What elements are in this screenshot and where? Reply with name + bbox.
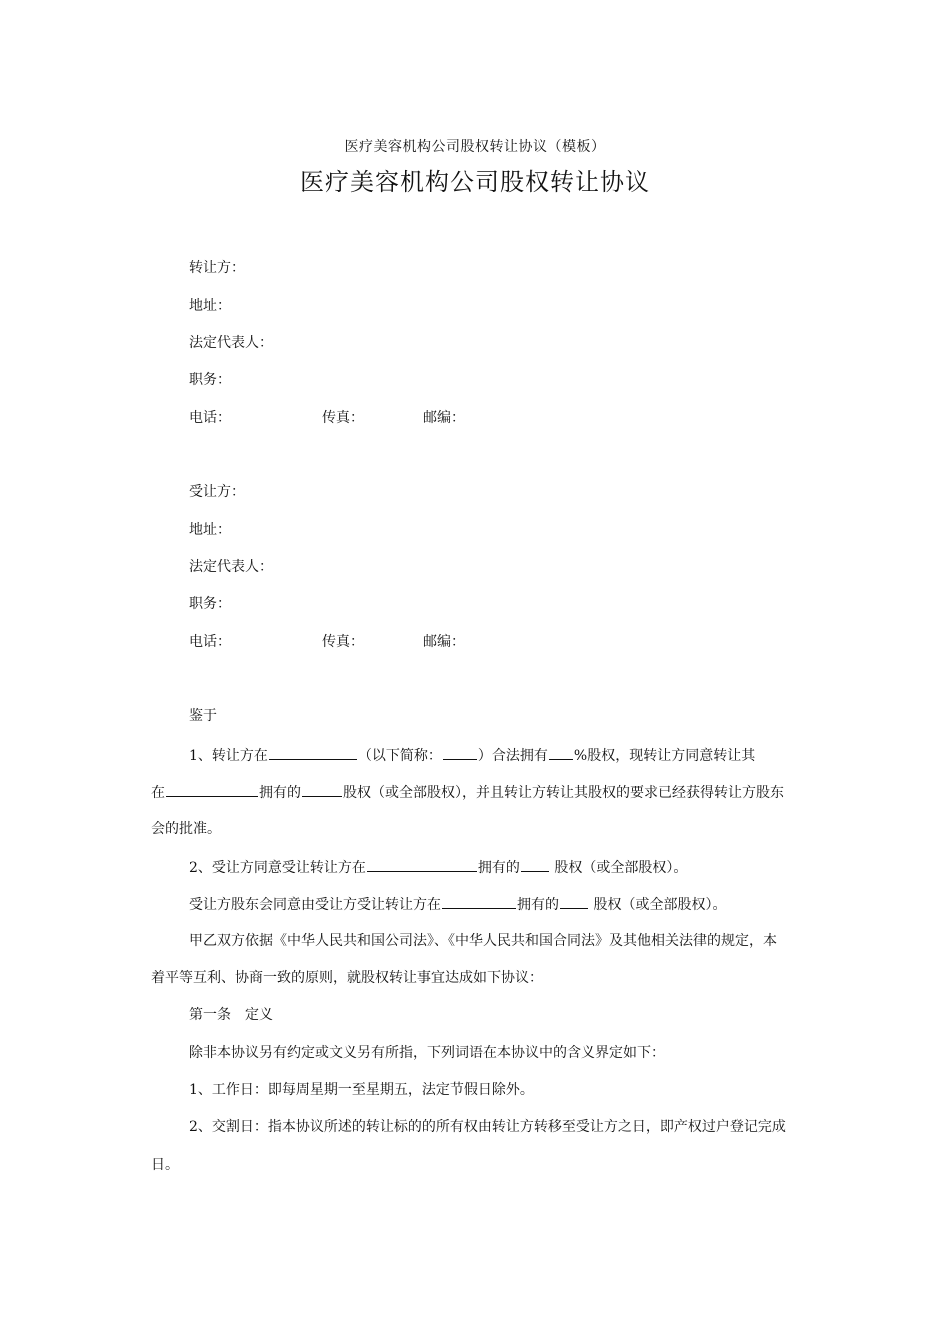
transferor-phone-label: 电话： (189, 410, 231, 426)
clause-3-text-b: 拥有的 (517, 897, 559, 913)
transferor-zip-label: 邮编： (423, 410, 465, 426)
clause-1-text-b: （以下简称： (357, 748, 442, 764)
percent-blank (549, 745, 573, 760)
transferor-fax-label: 传真： (322, 410, 364, 426)
transferor-rep-label: 法定代表人： (189, 335, 273, 351)
short-name-blank (443, 745, 477, 760)
company-name-blank (269, 745, 357, 760)
definition-2-line-2: 日。 (151, 1157, 179, 1173)
clause-1-text-f: 拥有的 (259, 785, 301, 801)
clause-3 (189, 894, 726, 914)
share-blank (302, 782, 342, 797)
clause-3-share-blank (560, 894, 588, 909)
clause-1-line-2 (151, 782, 784, 802)
whereas-heading: 鉴于 (189, 708, 217, 724)
clause-3-text-c: 股权（或全部股权）。 (589, 897, 727, 913)
transferee-position-label: 职务： (189, 596, 231, 612)
transferee-rep-label: 法定代表人： (189, 559, 273, 575)
clause-2-share-blank (521, 857, 549, 872)
basis-line-2: 着平等互利、协商一致的原则，就股权转让事宜达成如下协议： (151, 970, 543, 986)
document-title: 医疗美容机构公司股权转让协议 (300, 168, 650, 196)
clause-1-line-3: 会的批准。 (151, 821, 221, 837)
clause-1-text-a: 1、转让方在 (189, 748, 268, 764)
company-blank-2 (166, 782, 258, 797)
clause-1-text-d: %股权，现转让方同意转让其 (573, 748, 756, 764)
definitions-intro: 除非本协议另有约定或文义另有所指，下列词语在本协议中的含义界定如下： (189, 1045, 665, 1061)
clause-1-text-e: 在 (151, 785, 165, 801)
document-subtitle: 医疗美容机构公司股权转让协议（模板） (344, 139, 606, 155)
clause-2-text-b: 拥有的 (477, 860, 520, 876)
clause-2 (189, 857, 687, 877)
article-1-heading: 第一条 定义 (189, 1007, 273, 1023)
transferee-label: 受让方： (189, 484, 245, 500)
definition-1: 1、工作日：即每周星期一至星期五，法定节假日除外。 (189, 1082, 534, 1098)
transferor-position-label: 职务： (189, 372, 231, 388)
clause-2-company-blank (367, 857, 477, 872)
transferee-fax-label: 传真： (322, 634, 364, 650)
clause-1-line-1 (189, 745, 755, 765)
clause-3-company-blank (442, 894, 516, 909)
transferor-address-label: 地址： (189, 298, 231, 314)
transferee-zip-label: 邮编： (423, 634, 465, 650)
definition-2-line-1: 2、交割日：指本协议所述的转让标的的所有权由转让方转移至受让方之日，即产权过户登记完成 (189, 1119, 786, 1135)
transferor-label: 转让方： (189, 260, 245, 276)
transferee-address-label: 地址： (189, 522, 231, 538)
basis-line-1: 甲乙双方依据《中华人民共和国公司法》、《中华人民共和国合同法》及其他相关法律的规定，本 (189, 933, 777, 949)
clause-2-text-c: 股权（或全部股权）。 (549, 860, 688, 876)
clause-1-text-g: 股权（或全部股权），并且转让方转让其股权的要求已经获得转让方股东 (343, 785, 784, 801)
transferee-phone-label: 电话： (189, 634, 231, 650)
clause-2-text-a: 2、受让方同意受让转让方在 (189, 860, 366, 876)
clause-3-text-a: 受让方股东会同意由受让方受让转让方在 (189, 897, 441, 913)
clause-1-text-c: ）合法拥有 (477, 748, 548, 764)
